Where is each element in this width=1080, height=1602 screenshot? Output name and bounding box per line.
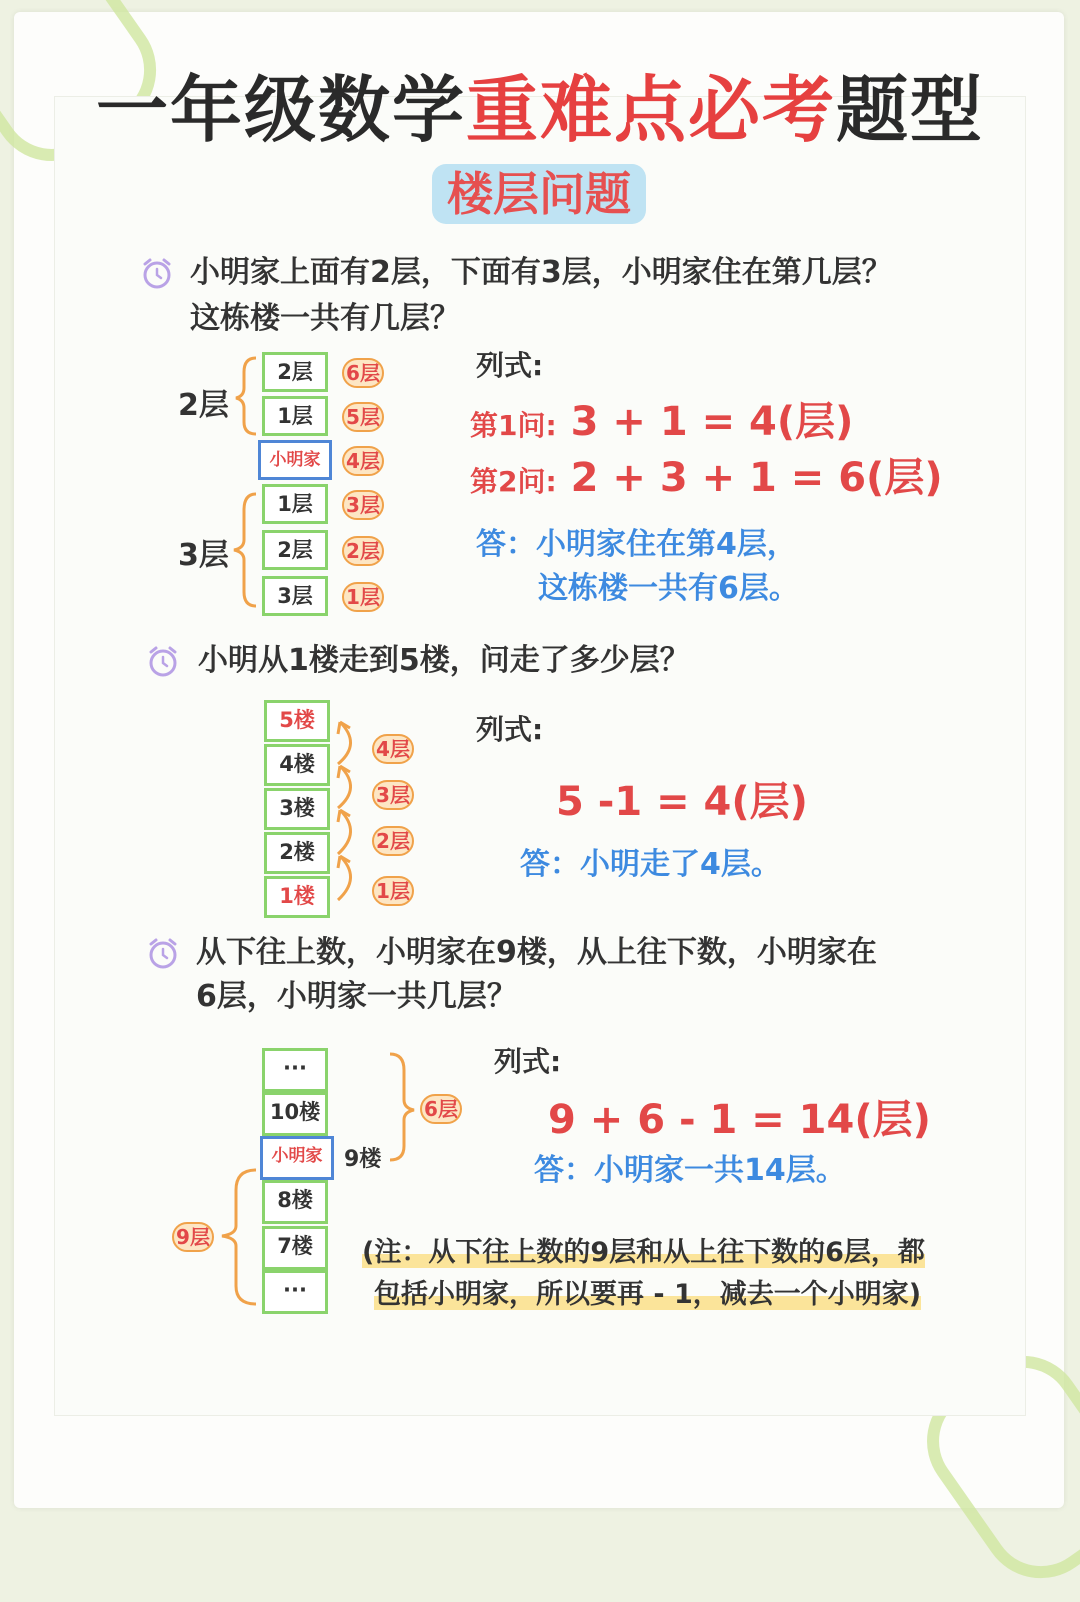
q1-floor-cell: 3层 <box>262 576 328 616</box>
q1-upper-label: 2层 <box>178 388 229 423</box>
q2-step-tag: 2层 <box>372 826 414 856</box>
q3-lower-tag: 9层 <box>172 1222 214 1252</box>
q1-question-line-2: 这栋楼一共有几层？ <box>190 301 460 336</box>
q3-floor-cell: ··· <box>262 1270 328 1314</box>
q1-eq1-prefix: 第1问: <box>470 409 557 442</box>
q1-floor-tag: 1层 <box>342 582 384 612</box>
q3-note-text-2: 包括小明家，所以要再 - 1，减去一个小明家) <box>374 1279 922 1310</box>
q2-step-tag: 1层 <box>372 876 414 906</box>
q1-lower-brace <box>234 494 256 606</box>
q2-answer: 答：小明走了4层。 <box>520 847 781 882</box>
q3-floor-cell: 8楼 <box>262 1180 328 1224</box>
q1-question-line-1: 小明家上面有2层，下面有3层，小明家住在第几层？ <box>190 255 892 290</box>
q3-lieshi-label: 列式: <box>494 1040 561 1080</box>
q1-floor-cell: 1层 <box>262 396 328 436</box>
q3-lower-brace <box>222 1170 256 1304</box>
q1-floor-cell: 2层 <box>262 352 328 392</box>
q3-question-line-2: 6层，小明家一共几层？ <box>196 979 517 1014</box>
q1-floor-cell: 2层 <box>262 530 328 570</box>
q3-equation: 9 + 6 - 1 = 14(层) <box>548 1097 931 1143</box>
q3-note-text-1: (注：从下往上数的9层和从上往下数的6层，都 <box>362 1237 925 1268</box>
q1-floor-tag: 3层 <box>342 490 384 520</box>
q3-home-cell: 小明家 <box>260 1136 334 1180</box>
q2-floor-cell: 2楼 <box>264 832 330 874</box>
title-part-2: 重难点必考 <box>465 68 836 152</box>
q2-step-tag: 4层 <box>372 734 414 764</box>
q1-eq1-value: 3 + 1 = 4(层) <box>570 399 854 445</box>
q2-step-arrows <box>338 722 351 900</box>
q3-floor-cell: 10楼 <box>262 1092 328 1136</box>
q2-floor-cell: 1楼 <box>264 876 330 918</box>
q2-lieshi-label: 列式: <box>476 708 543 748</box>
q2-floor-cell: 4楼 <box>264 744 330 786</box>
q1-home-cell: 小明家 <box>258 440 332 480</box>
q1-eq2-value: 2 + 3 + 1 = 6(层) <box>570 455 943 501</box>
q1-lieshi-label: 列式: <box>476 344 543 384</box>
q2-step-tag: 3层 <box>372 780 414 810</box>
title-part-1: 一年级数学 <box>95 68 466 152</box>
q3-floor-cell: ··· <box>262 1048 328 1092</box>
q3-upper-brace <box>390 1054 414 1160</box>
q1-floor-tag: 5层 <box>342 402 384 432</box>
q3-question-line-1: 从下往上数，小明家在9楼，从上往下数，小明家在 <box>196 935 877 970</box>
q2-floor-cell: 3楼 <box>264 788 330 830</box>
q2-question: 小明从1楼走到5楼，问走了多少层？ <box>198 643 690 678</box>
q1-floor-tag: 2层 <box>342 536 384 566</box>
q2-equation: 5 -1 = 4(层) <box>556 779 808 825</box>
q1-lower-label: 3层 <box>178 538 229 573</box>
q1-floor-tag: 6层 <box>342 358 384 388</box>
q1-eq2-prefix: 第2问: <box>470 465 557 498</box>
q1-floor-cell: 1层 <box>262 484 328 524</box>
q3-answer: 答：小明家一共14层。 <box>534 1153 846 1188</box>
q1-floor-tag: 4层 <box>342 446 384 476</box>
q1-answer-line-1: 答：小明家住在第4层， <box>476 527 797 562</box>
q3-home-floor-label: 9楼 <box>344 1147 382 1172</box>
q1-answer-line-2: 这栋楼一共有6层。 <box>538 571 799 606</box>
q3-upper-tag: 6层 <box>420 1094 462 1124</box>
title-part-3: 题型 <box>836 68 985 152</box>
q1-upper-brace <box>236 358 256 434</box>
q3-floor-cell: 7楼 <box>262 1226 328 1270</box>
q2-floor-cell: 5楼 <box>264 700 330 742</box>
section-title: 楼层问题 <box>432 164 646 224</box>
